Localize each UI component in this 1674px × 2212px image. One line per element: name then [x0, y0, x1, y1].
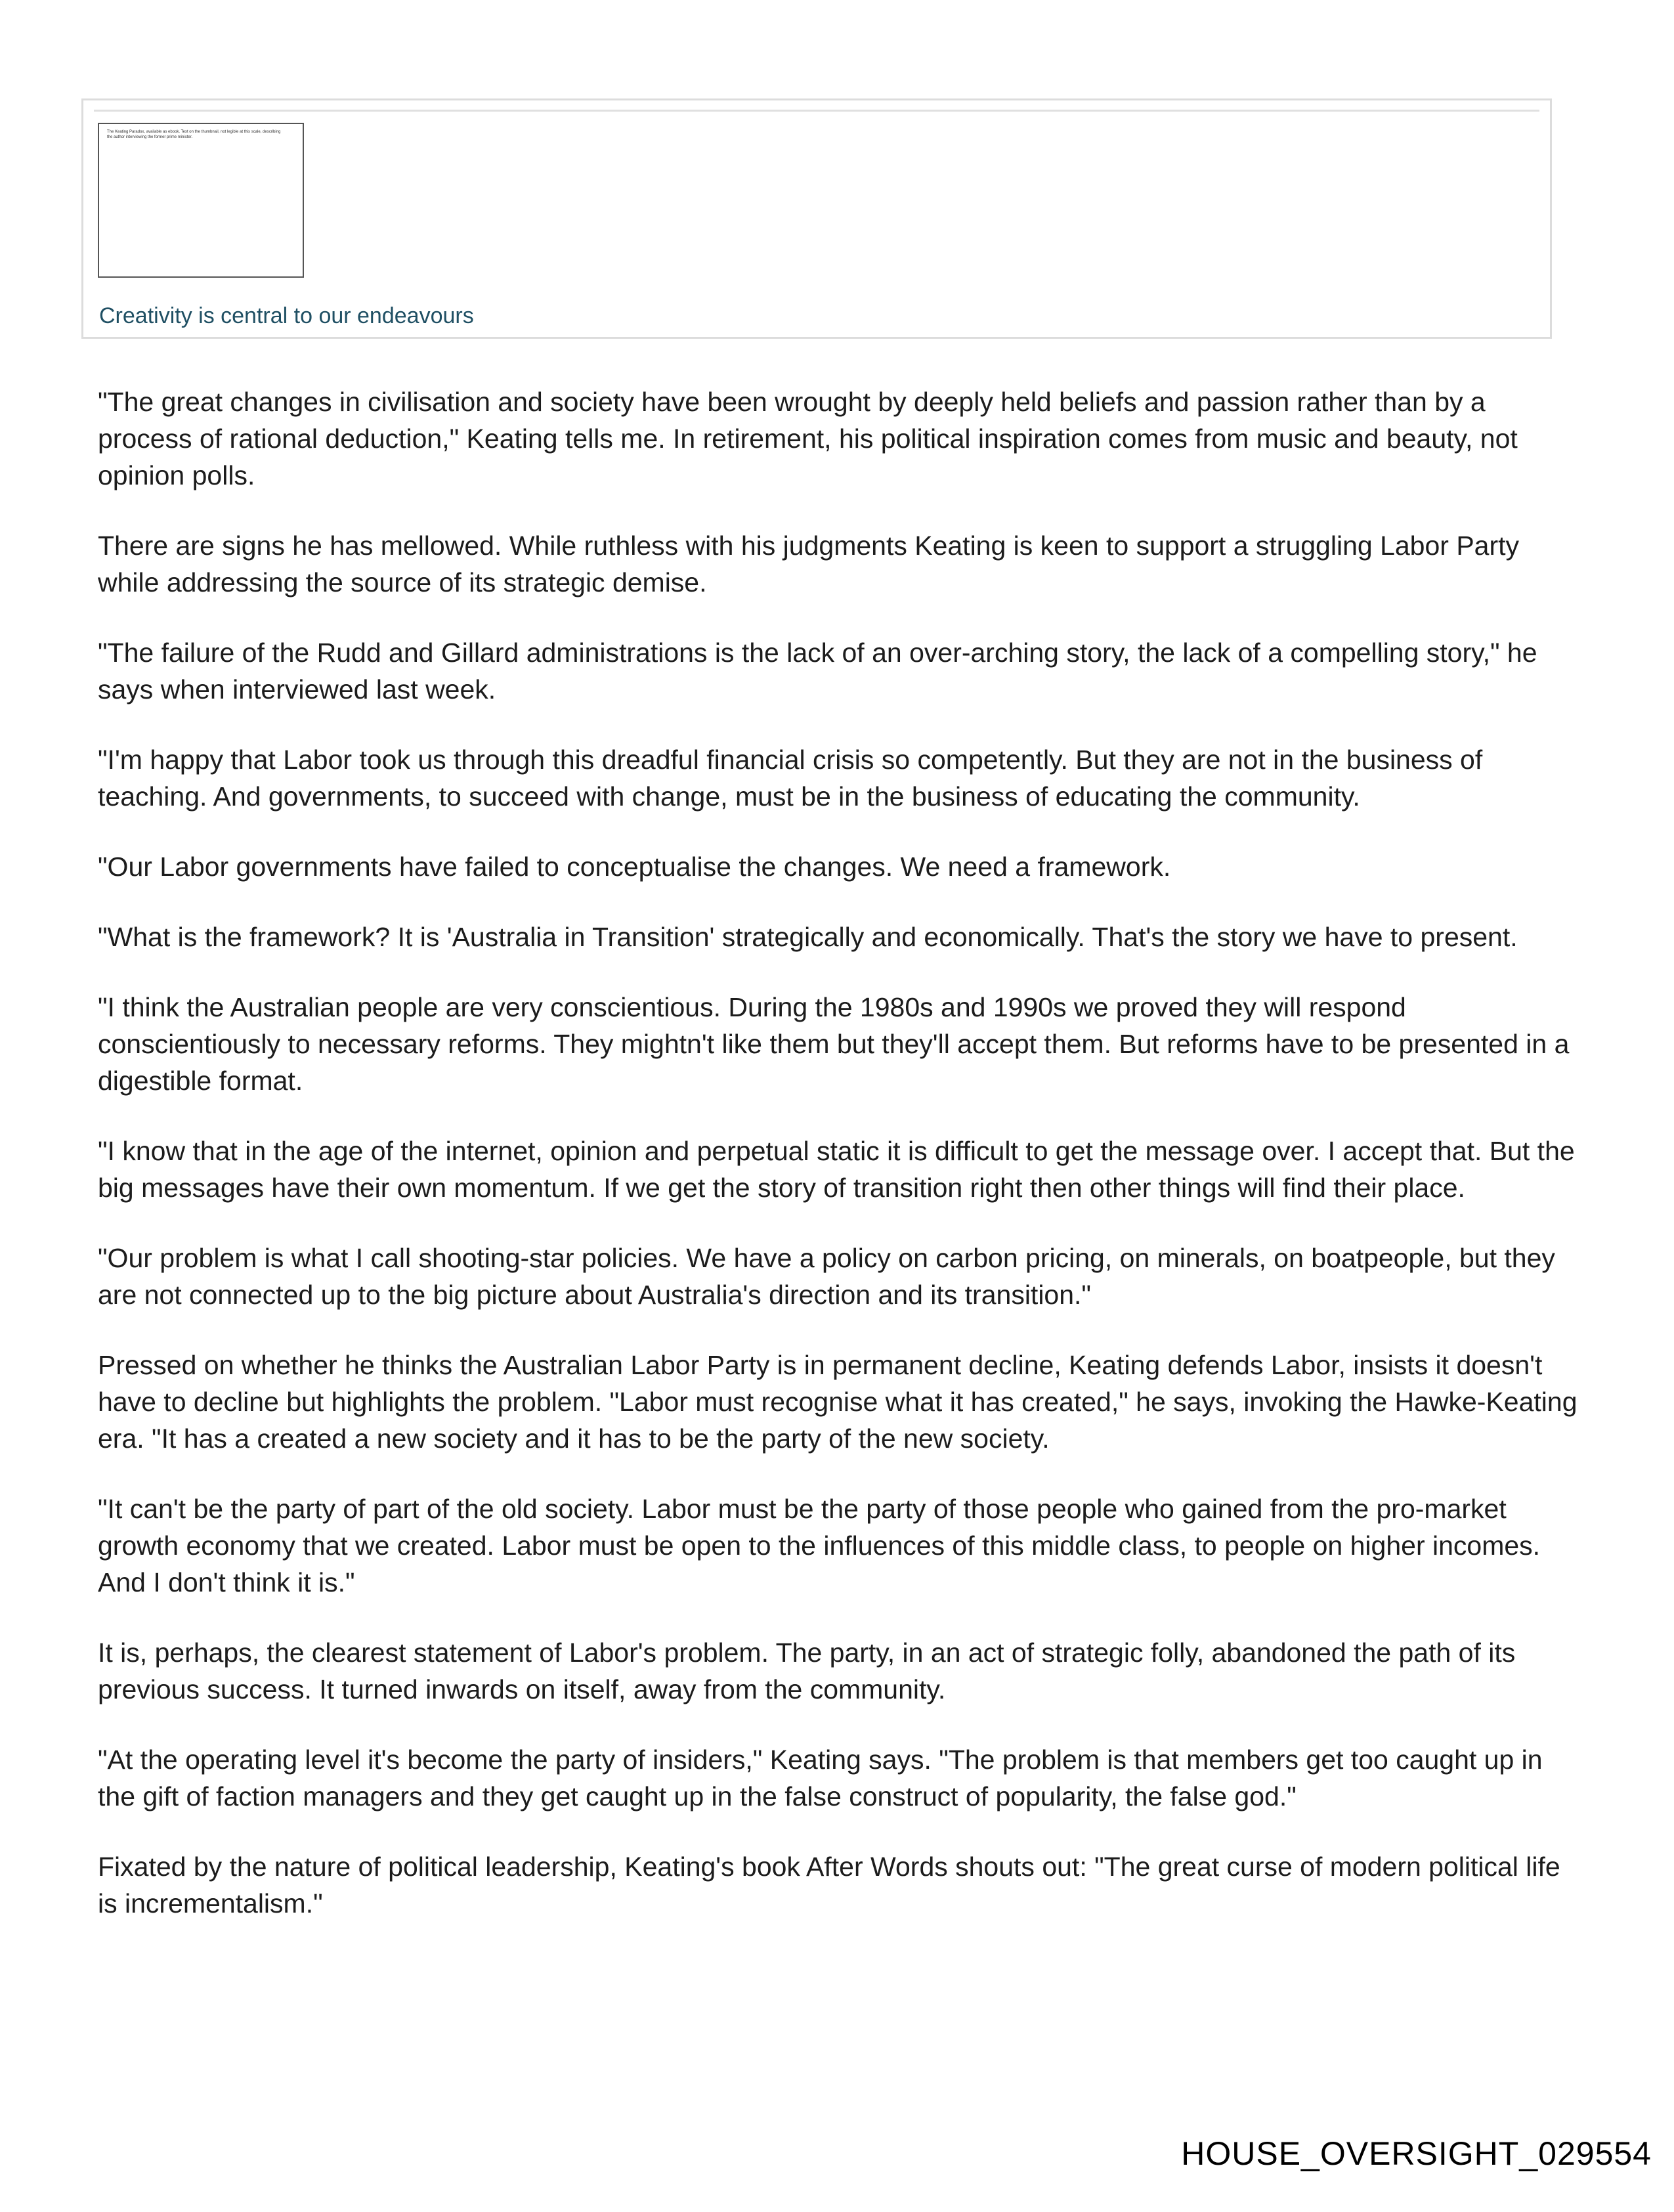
article-paragraph: "I'm happy that Labor took us through this dreadful financial crisis so competently. But they are not in the business of teaching. And governments, to succeed with change, must be in the business of educating the community. [98, 745, 1483, 812]
article-paragraph: "I think the Australian people are very conscientious. During the 1980s and 1990s we proved they will respond conscientiously to necessary reforms. They mightn't like them but they'll accept them. But reforms have to be presented in a digestible format. [98, 992, 1570, 1096]
article-body [98, 383, 1581, 1955]
article-paragraph: "At the operating level it's become the party of insiders," Keating says. "The problem is that members get too caught up in the gift of faction managers and they get caught up in the false construct of popularity, the false god." [98, 1745, 1543, 1811]
image-caption: Creativity is central to our endeavours [99, 303, 474, 328]
article-paragraph: "It can't be the party of part of the old society. Labor must be the party of those people who gained from the pro-market growth economy that we created. Labor must be open to the influences of this middle class, to people on higher incomes. And I don't think it is." [98, 1494, 1541, 1597]
article-paragraph: "Our problem is what I call shooting-star policies. We have a policy on carbon pricing, on minerals, on boatpeople, but they are not connected up to the big picture about Australia's direction and its transition." [98, 1243, 1555, 1310]
article-paragraph: "I know that in the age of the internet, opinion and perpetual static it is difficult to get the message over. I accept that. But the big messages have their own momentum. If we get the story of transition right then other things will find their place. [98, 1136, 1575, 1203]
thumbnail-image [98, 123, 304, 278]
image-figure [81, 98, 1552, 339]
thumbnail-text: The Keating Paradox, available as ebook. Text on the thumbnail, not legible at this scale, describing the author interviewing the former prime minister. [107, 130, 281, 139]
article-paragraph: Fixated by the nature of political leadership, Keating's book After Words shouts out: "The great curse of modern political life is incrementalism." [98, 1852, 1560, 1919]
article-paragraph: "The failure of the Rudd and Gillard administrations is the lack of an over-arching story, the lack of a compelling story," he says when interviewed last week. [98, 638, 1537, 705]
article-paragraph: Pressed on whether he thinks the Australian Labor Party is in permanent decline, Keating defends Labor, insists it doesn't have to decline but highlights the problem. "Labor must recognise what it has created," he says, invoking the Hawke-Keating era. "It has a created a new society and it has to be the party of the new society. [98, 1350, 1577, 1454]
document-id: HOUSE_OVERSIGHT_029554 [1181, 2135, 1652, 2172]
article-paragraph: There are signs he has mellowed. While ruthless with his judgments Keating is keen to support a struggling Labor Party while addressing the source of its strategic demise. [98, 531, 1520, 597]
article-paragraph: "What is the framework? It is 'Australia in Transition' strategically and economically. That's the story we have to present. [98, 922, 1518, 952]
article-paragraph: It is, perhaps, the clearest statement of Labor's problem. The party, in an act of strategic folly, abandoned the path of its previous success. It turned inwards on itself, away from the community. [98, 1637, 1516, 1704]
figure-top-rule [94, 110, 1539, 112]
article-paragraph: "The great changes in civilisation and society have been wrought by deeply held beliefs and passion rather than by a process of rational deduction," Keating tells me. In retirement, his political inspiration comes from music and beauty, not opinion polls. [98, 387, 1518, 490]
article-paragraph: "Our Labor governments have failed to conceptualise the changes. We need a framework. [98, 852, 1171, 882]
